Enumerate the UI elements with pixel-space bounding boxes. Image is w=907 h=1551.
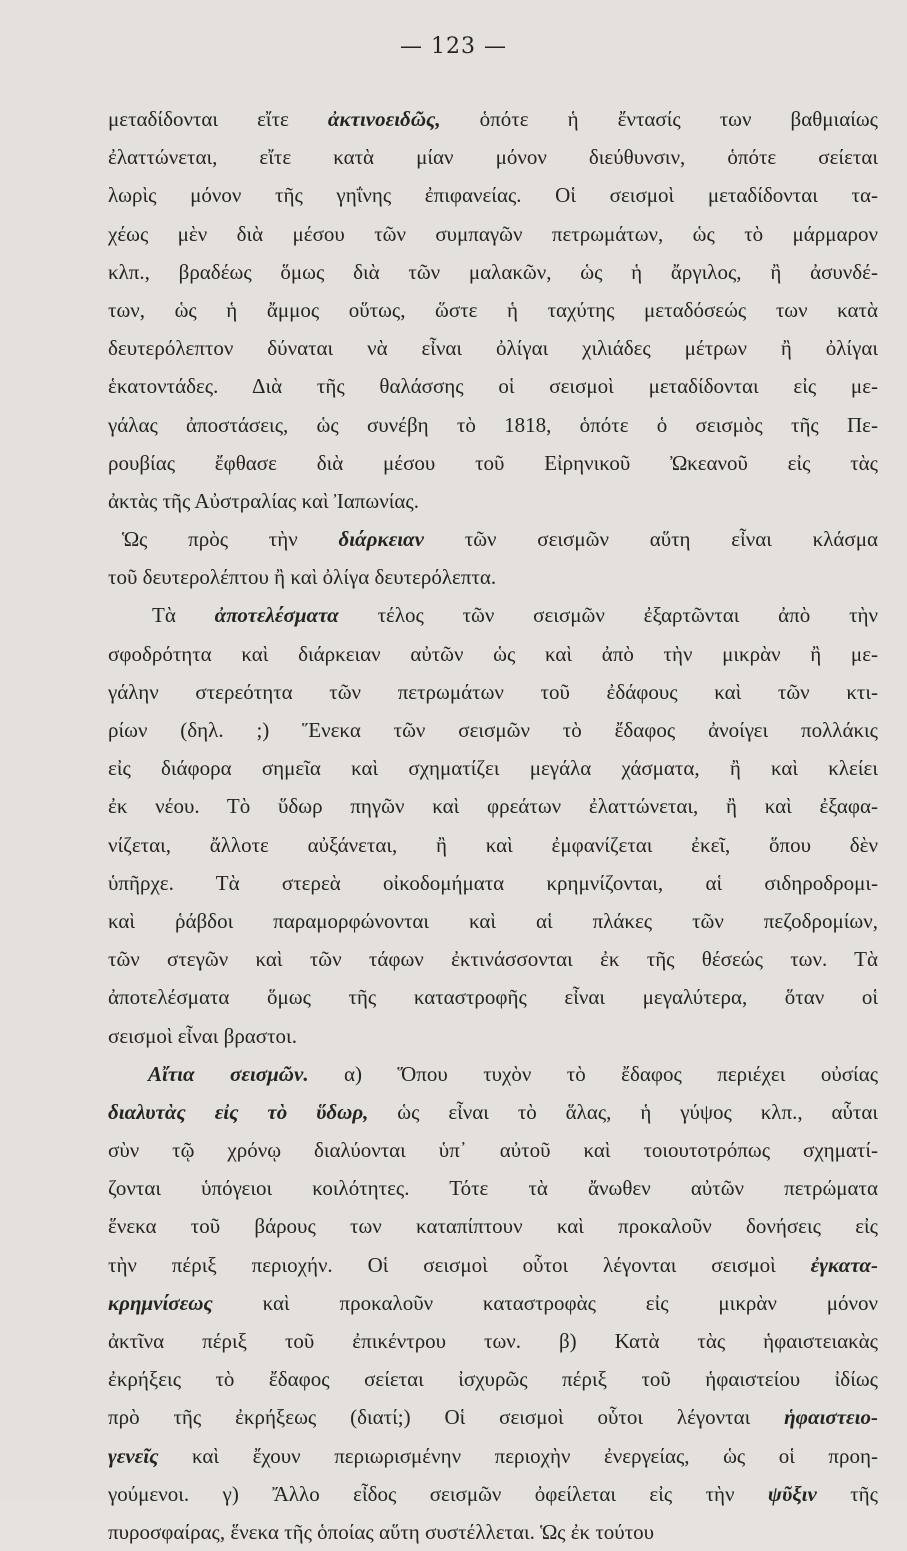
text-line: πρὸ τῆς ἐκρήξεως (διατί;) Οἱ σεισμοὶ οὗτοι λέγονται ἡφαιστειο- — [108, 1405, 878, 1430]
emphasized-term: ἐγκατα- — [810, 1252, 878, 1277]
text-line: πυροσφαίρας, ἕνεκα τῆς ὁποίας αὕτη συστέλλεται. Ὡς ἐκ τούτου — [108, 1519, 655, 1544]
text-line: γάλας ἀποστάσεις, ὡς συνέβη τὸ 1818, ὁπότε ὁ σεισμὸς τῆς Πε- — [108, 412, 878, 437]
text-line: ἑκατοντάδες. Διὰ τῆς θαλάσσης οἱ σεισμοὶ μεταδίδονται εἰς με- — [108, 374, 878, 399]
emphasized-term: ἡφαιστειο- — [784, 1405, 878, 1430]
text-line: δευτερόλεπτον δύναται νὰ εἶναι ὀλίγαι χιλιάδες μέτρων ἢ ὀλίγαι — [108, 336, 878, 361]
text-line: ρουβίας ἔφθασε διὰ μέσου τοῦ Εἰρηνικοῦ Ὠκεανοῦ εἰς τὰς — [108, 450, 878, 475]
text-line: γούμενοι. γ) Ἄλλο εἶδος σεισμῶν ὀφείλεται εἰς τὴν ψῦξιν τῆς — [108, 1481, 878, 1506]
text-line: Τὰ ἀποτελέσματα τέλος τῶν σεισμῶν ἐξαρτῶνται ἀπὸ τὴν — [152, 603, 878, 628]
text-line: ἐκ νέου. Τὸ ὕδωρ πηγῶν καὶ φρεάτων ἐλαττώνεται, ἢ καὶ ἐξαφα- — [108, 794, 878, 819]
text-line: Αἴτια σεισμῶν. α) Ὅπου τυχὸν τὸ ἔδαφος περιέχει οὐσίας — [148, 1061, 879, 1086]
text-line: σφοδρότητα καὶ διάρκειαν αὐτῶν ὡς καὶ ἀπὸ τὴν μικρὰν ἢ με- — [108, 641, 878, 666]
text-line: χέως μὲν διὰ μέσου τῶν συμπαγῶν πετρωμάτων, ὡς τὸ μάρμαρον — [108, 221, 878, 246]
text-line: ἐκρήξεις τὸ ἔδαφος σείεται ἰσχυρῶς πέριξ τοῦ ἡφαιστείου ἰδίως — [108, 1367, 878, 1392]
emphasized-term: ψῦξιν — [767, 1481, 817, 1506]
text-line: ἀκτῖνα πέριξ τοῦ ἐπικέντρου των. β) Κατὰ τὰς ἡφαιστειακὰς — [108, 1329, 878, 1353]
emphasized-term: κρημνίσεως — [108, 1290, 213, 1315]
text-line: ὑπῆρχε. Τὰ στερεὰ οἰκοδομήματα κρημνίζονται, αἱ σιδηροδρομι- — [108, 870, 878, 895]
text-line: κρημνίσεως καὶ προκαλοῦν καταστροφὰς εἰς μικρὰν μόνον — [108, 1290, 878, 1315]
text-line: τοῦ δευτερολέπτου ἢ καὶ ὀλίγα δευτερόλεπτα. — [108, 565, 497, 590]
text-line: ρίων (δηλ. ;) Ἕνεκα τῶν σεισμῶν τὸ ἔδαφος ἀνοίγει πολλάκις — [108, 718, 878, 742]
text-line: εἰς διάφορα σημεῖα καὶ σχηματίζει μεγάλα χάσματα, ἢ καὶ κλείει — [108, 756, 878, 781]
emphasized-term: Αἴτια σεισμῶν. — [148, 1061, 309, 1086]
text-line: λωρὶς μόνον τῆς γηΐνης ἐπιφανείας. Οἱ σεισμοὶ μεταδίδονται τα- — [108, 183, 878, 208]
text-line: σεισμοὶ εἶναι βραστοι. — [108, 1023, 297, 1048]
text-line: τῶν στεγῶν καὶ τῶν τάφων ἐκτινάσσονται ἐκ τῆς θέσεώς των. Τὰ — [108, 947, 878, 972]
text-line: καὶ ῥάβδοι παραμορφώνονται καὶ αἱ πλάκες τῶν πεζοδρομίων, — [108, 908, 878, 933]
text-line: τὴν πέριξ περιοχήν. Οἱ σεισμοὶ οὗτοι λέγονται σεισμοὶ ἐγκατα- — [108, 1252, 878, 1277]
text-line: γενεῖς καὶ ἔχουν περιωρισμένην περιοχὴν ἐνεργείας, ὡς οἱ προη- — [108, 1443, 878, 1468]
text-line: Ὡς πρὸς τὴν διάρκειαν τῶν σεισμῶν αὕτη εἶναι κλάσμα — [122, 527, 878, 552]
text-line: των, ὡς ἡ ἄμμος οὕτως, ὥστε ἡ ταχύτης μεταδόσεώς των κατὰ — [108, 297, 878, 322]
text-line: μεταδίδονται εἴτε ἀκτινοειδῶς, ὁπότε ἡ ἔντασίς των βαθμιαίως — [108, 107, 878, 131]
text-line: γάλην στερεότητα τῶν πετρωμάτων τοῦ ἐδάφους καὶ τῶν κτι- — [108, 679, 878, 704]
text-line: ἀκτὰς τῆς Αὐστραλίας καὶ Ἰαπωνίας. — [108, 488, 419, 513]
text-line: σὺν τῷ χρόνῳ διαλύονται ὑπ᾽ αὐτοῦ καὶ τοιουτοτρόπως σχηματί- — [108, 1138, 878, 1163]
text-line: νίζεται, ἄλλοτε αὐξάνεται, ἢ καὶ ἐμφανίζεται ἐκεῖ, ὅπου δὲν — [108, 832, 878, 857]
emphasized-term: ἀποτελέσματα — [214, 603, 339, 628]
text-line: ἐλαττώνεται, εἴτε κατὰ μίαν μόνον διεύθυνσιν, ὁπότε σείεται — [108, 145, 878, 170]
text-line: ἕνεκα τοῦ βάρους των καταπίπτουν καὶ προκαλοῦν δονήσεις εἰς — [108, 1214, 878, 1239]
emphasized-term: διαλυτὰς εἰς τὸ ὕδωρ, — [108, 1099, 369, 1124]
text-line: κλπ., βραδέως ὅμως διὰ τῶν μαλακῶν, ὡς ἡ ἄργιλος, ἢ ἀσυνδέ- — [108, 259, 878, 284]
emphasized-term: διάρκειαν — [338, 527, 424, 552]
page-number: — 123 — — [400, 34, 507, 59]
text-line: διαλυτὰς εἰς τὸ ὕδωρ, ὡς εἶναι τὸ ἅλας, ἡ γύψος κλπ., αὗται — [108, 1099, 878, 1124]
text-line: ζονται ὑπόγειοι κοιλότητες. Τότε τὰ ἄνωθεν αὐτῶν πετρώματα — [108, 1176, 878, 1201]
emphasized-term: ἀκτινοειδῶς, — [327, 107, 441, 131]
text-line: ἀποτελέσματα ὅμως τῆς καταστροφῆς εἶναι μεγαλύτερα, ὅταν οἱ — [108, 985, 878, 1010]
body-text — [108, 100, 878, 1551]
emphasized-term: γενεῖς — [108, 1443, 159, 1468]
